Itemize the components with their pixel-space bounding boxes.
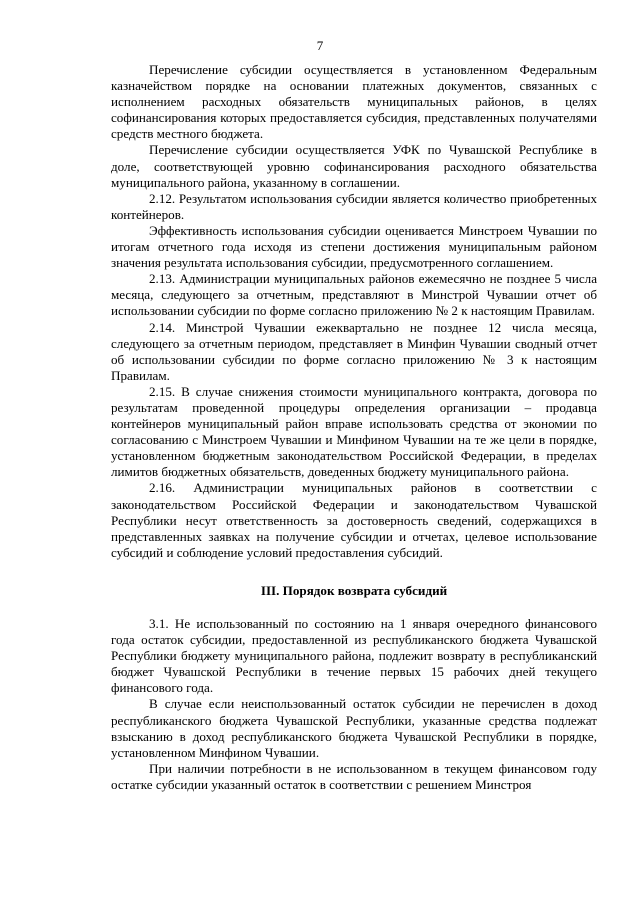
paragraph: 2.15. В случае снижения стоимости муниципального контракта, договора по результатам проведенной процедуры определения организации – продавца контейнеров муниципальный район вправе использовать средства от экономии по согласованию с Минстроем Чувашии и Минфином Чувашии на те же цели в порядке, установленном бюджетным законодательством Российской Федерации, в пределах лимитов бюджетных обязательств, доведенных бюджету муниципального района. [111,383,597,480]
paragraph: Эффективность использования субсидии оценивается Минстроем Чувашии по итогам отчетного года исходя из степени достижения муниципальным районом значения результата использования субсидии, предусмотренного соглашением. [111,222,597,271]
paragraph: 2.14. Минстрой Чувашии ежеквартально не позднее 12 числа месяца, следующего за отчетным периодом, представляет в Минфин Чувашии сводный отчет об использовании субсидии по форме согласно приложению № 3 к настоящим Правилам. [111,319,597,383]
paragraph: В случае если неиспользованный остаток субсидии не перечислен в доход республиканского бюджета Чувашской Республики, указанные средства подлежат взысканию в доход республиканского бюджета Чувашской Республики в порядке, установленном Минфином Чувашии. [111,696,597,760]
paragraph: 2.12. Результатом использования субсидии является количество приобретенных контейнеров. [111,190,597,222]
paragraph: 2.13. Администрации муниципальных районов ежемесячно не позднее 5 числа месяца, следующего за отчетным, представляют в Минстрой Чувашии отчет об использовании субсидии по форме согласно приложению № 2 к настоящим Правилам. [111,271,597,319]
page-number: 7 [316,38,324,53]
section-heading: III. Порядок возврата субсидий [260,582,448,598]
paragraph: 3.1. Не использованный по состоянию на 1 января очередного финансового года остаток субсидии, предоставленной из республиканского бюджета Чувашской Республики бюджету муниципального района, подлежит возврату в республиканский бюджет Чувашской Республики в течение первых 15 рабочих дней текущего финансового года. [111,616,597,696]
paragraph: Перечисление субсидии осуществляется в установленном Федеральным казначейством порядке на основании платежных документов, связанных с исполнением расходных обязательств муниципальных районов, в целях софинансирования которых предоставляется субсидия, представленных получателями средств местного бюджета. [111,62,597,142]
paragraph: 2.16. Администрации муниципальных районов в соответствии с законодательством Российской Федерации и законодательством Чувашской Республики несут ответственность за достоверность сведений, содержащихся в представленных заявках на получение субсидии и отчетах, целевое использование субсидий и соблюдение условий предоставления субсидий. [111,480,597,560]
paragraph: При наличии потребности в не использованном в текущем финансовом году остатке субсидии указанный остаток в соответствии с решением Минстроя [111,760,597,792]
paragraph: Перечисление субсидии осуществляется УФК по Чувашской Республике в доле, соответствующей уровню софинансирования расходного обязательства муниципального района, указанному в соглашении. [111,142,597,190]
body-text [111,62,597,793]
